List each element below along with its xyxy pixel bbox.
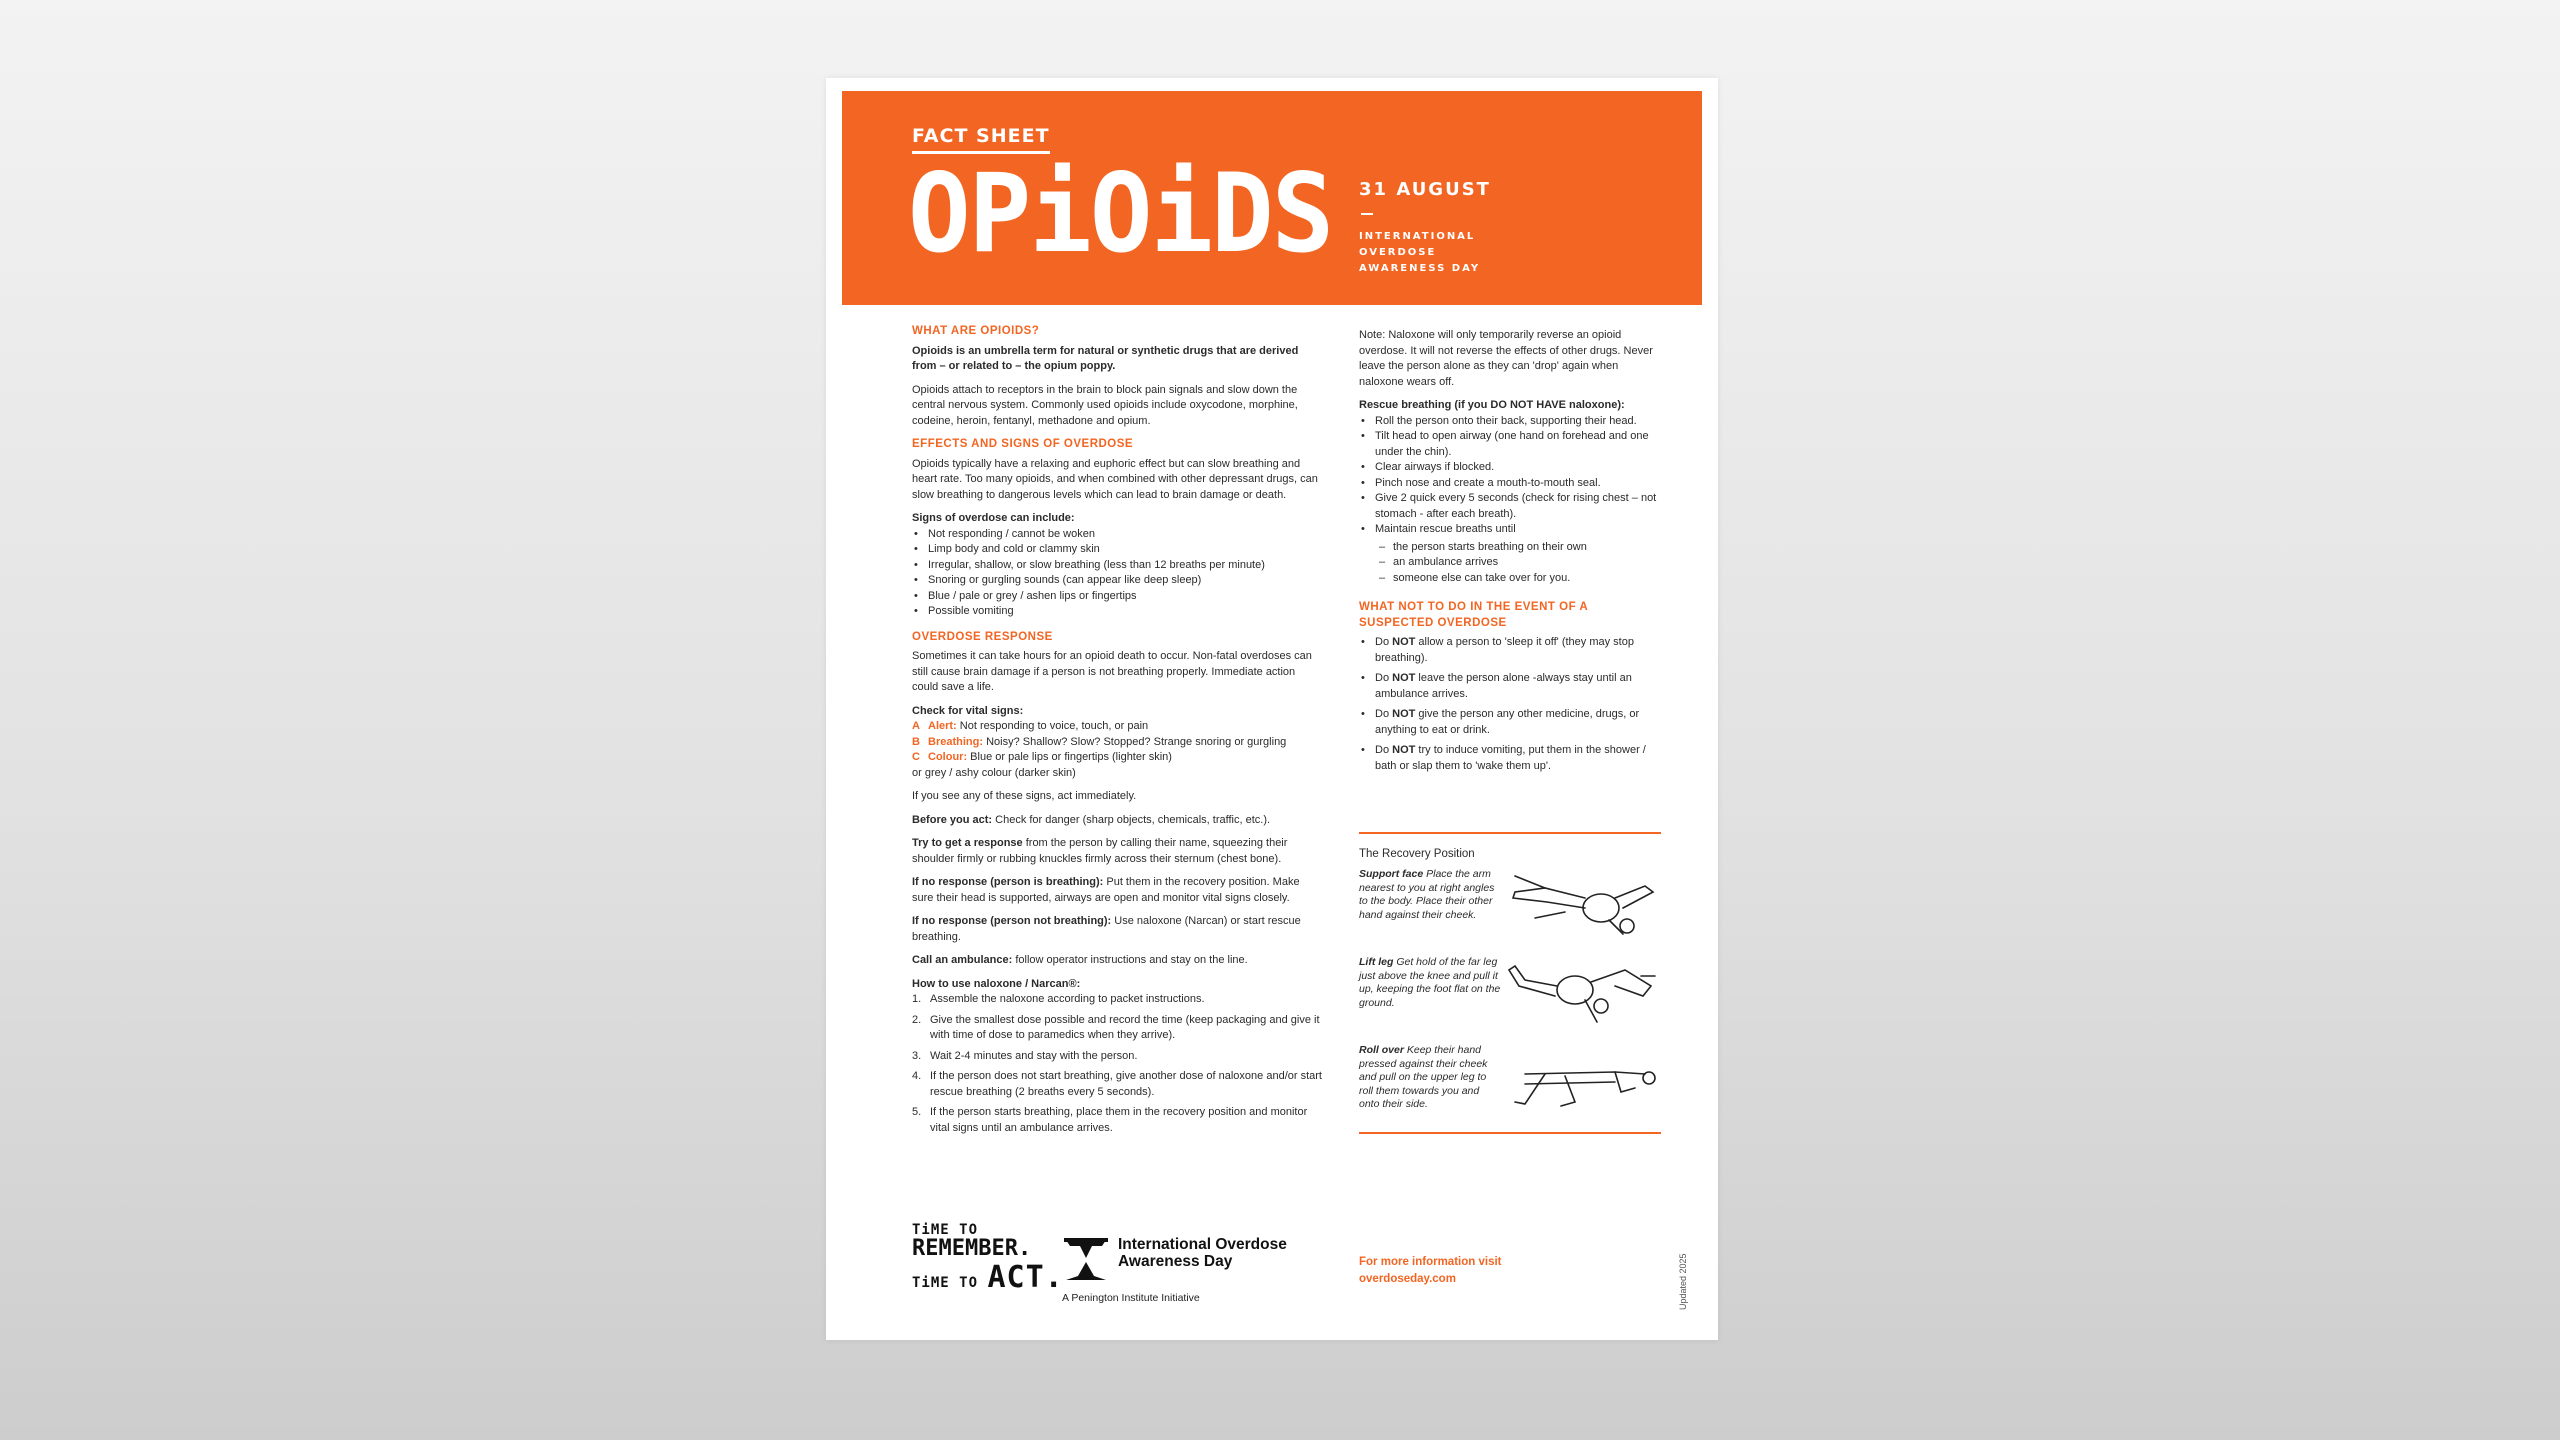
divider — [1359, 1132, 1661, 1134]
abc-item: A Alert: Not responding to voice, touch, or pain — [912, 720, 1149, 732]
abc-item: B Breathing: Noisy? Shallow? Slow? Stopped? Strange snoring or gurgling — [912, 735, 1287, 748]
recovery-support-face-icon — [1505, 868, 1661, 944]
abc-item: C Colour: Blue or pale lips or fingertips (lighter skin) — [912, 751, 1172, 763]
right-column — [1359, 328, 1659, 784]
not-do-list — [1359, 635, 1659, 774]
organisation-logo — [1062, 1236, 1287, 1304]
list-item: • Snoring or gurgling sounds (can appear like deep sleep) — [912, 573, 1324, 589]
before-act: Before you act: Check for danger (sharp objects, chemicals, traffic, etc.). — [912, 813, 1271, 826]
recovery-lift-leg-icon — [1505, 956, 1661, 1032]
event-date: 31 AUGUST — [1359, 179, 1491, 200]
header-banner — [842, 91, 1702, 305]
organisation-subtitle: A Penington Institute Initiative — [1062, 1292, 1200, 1304]
section-heading-response: OVERDOSE RESPONSE — [912, 630, 1053, 643]
what-body: Opioids attach to receptors in the brain to block pain signals and slow down the central nervous system. Commonly used opioids include oxycodone, morphine, codeine, heroin, fentanyl, methadone and opium. — [912, 383, 1298, 427]
recovery-title: The Recovery Position — [1359, 848, 1475, 860]
fact-sheet-page — [826, 78, 1718, 1340]
effects-body: Opioids typically have a relaxing and euphoric effect but can slow breathing and heart rate. Too many opioids, and when combined with other depressant drugs, can slow breathing to dangerous levels which can lead to brain damage or death. — [912, 457, 1318, 501]
vital-signs-label: Check for vital signs: — [912, 704, 1024, 717]
event-name: INTERNATIONAL OVERDOSE AWARENESS DAY — [1359, 231, 1481, 274]
list-item: • Pinch nose and create a mouth-to-mouth seal. — [1359, 476, 1659, 492]
recovery-step: Support face Place the arm nearest to you at right angles to the body. Place their other hand against their cheek. — [1359, 868, 1661, 948]
list-item: • Give 2 quick every 5 seconds (check for rising chest – not stomach - after each breath). — [1359, 491, 1659, 522]
list-item: • Clear airways if blocked. — [1359, 460, 1659, 476]
naloxone-note: Note: Naloxone will only temporarily reverse an opioid overdose. It will not reverse the effects of other drugs. Never leave the person alone as they can 'drop' again when naloxone wears off. — [1359, 329, 1653, 388]
campaign-logo: TiME TO REMEMBER. TiME TO ACT. — [912, 1222, 1064, 1295]
date-divider — [1361, 213, 1373, 215]
iod-logo-icon — [1062, 1236, 1110, 1284]
list-item: • Tilt head to open airway (one hand on forehead and one under the chin). — [1359, 429, 1659, 460]
recovery-step: Lift leg Get hold of the far leg just above the knee and pull it up, keeping the foot flat on the ground. — [1359, 956, 1661, 1036]
list-item: 1. Assemble the naloxone according to packet instructions. — [912, 993, 1205, 1005]
updated-note: Updated 2025 — [1678, 1253, 1688, 1310]
recovery-position-box — [1359, 832, 1661, 1134]
list-item: – the person starts breathing on their own — [1377, 540, 1659, 556]
list-item: – an ambulance arrives — [1377, 555, 1659, 571]
list-item: – someone else can take over for you. — [1377, 571, 1659, 587]
section-heading-effects: EFFECTS AND SIGNS OF OVERDOSE — [912, 438, 1134, 450]
list-item: • Do NOT allow a person to 'sleep it off' (they may stop breathing). — [1359, 635, 1659, 666]
signs-list — [912, 527, 1324, 620]
response-body: Sometimes it can take hours for an opioid death to occur. Non-fatal overdoses can still cause brain damage if a person is not breathing properly. Immediate action could save a life. — [912, 650, 1312, 693]
naloxone-steps — [912, 992, 1324, 1136]
call-ambulance: Call an ambulance: follow operator instructions and stay on the line. — [912, 954, 1248, 966]
list-item: • Do NOT try to induce vomiting, put them in the shower / bath or slap them to 'wake them up'. — [1359, 743, 1659, 774]
rescue-breathing-label: Rescue breathing (if you DO NOT HAVE naloxone): — [1359, 399, 1625, 411]
rescue-steps — [1359, 414, 1659, 538]
organisation-name: International Overdose Awareness Day — [1118, 1236, 1287, 1270]
no-response-not-breathing: If no response (person not breathing): Use naloxone (Narcan) or start rescue breathing. — [912, 915, 1301, 943]
abc-checklist — [912, 719, 1324, 781]
divider — [1359, 832, 1661, 834]
list-item: • Not responding / cannot be woken — [912, 527, 1324, 543]
try-response: Try to get a response from the person by calling their name, squeezing their shoulder firmly or rubbing knuckles firmly across their sternum (chest bone). — [912, 837, 1288, 865]
list-item: • Possible vomiting — [912, 604, 1324, 620]
list-item: • Maintain rescue breaths until — [1359, 522, 1659, 538]
website-link[interactable]: overdoseday.com — [1359, 1273, 1456, 1285]
left-column — [912, 324, 1324, 1144]
list-item: 3. Wait 2-4 minutes and stay with the person. — [912, 1049, 1138, 1062]
list-item: • Irregular, shallow, or slow breathing (less than 12 breaths per minute) — [912, 558, 1324, 574]
list-item: • Limp body and cold or clammy skin — [912, 542, 1324, 558]
list-item: • Do NOT leave the person alone -always stay until an ambulance arrives. — [1359, 671, 1659, 702]
list-item: 5. If the person starts breathing, place them in the recovery position and monitor vital signs until an ambulance arrives. — [912, 1106, 1308, 1134]
what-lead: Opioids is an umbrella term for natural or synthetic drugs that are derived from – or related to – the opium poppy. — [912, 344, 1299, 372]
abc-continuation: or grey / ashy colour (darker skin) — [912, 766, 1076, 779]
act-now-text: If you see any of these signs, act immediately. — [912, 790, 1137, 802]
list-item: • Roll the person onto their back, supporting their head. — [1359, 414, 1659, 430]
naloxone-label: How to use naloxone / Narcan®: — [912, 977, 1081, 990]
signs-label: Signs of overdose can include: — [912, 512, 1075, 524]
list-item: • Blue / pale or grey / ashen lips or fingertips — [912, 589, 1324, 605]
kicker-label: FACT SHEET — [912, 125, 1050, 154]
recovery-roll-over-icon — [1505, 1044, 1661, 1120]
list-item: 4. If the person does not start breathing, give another dose of naloxone and/or start rescue breathing (2 breaths every 5 seconds). — [912, 1070, 1322, 1098]
rescue-until-list — [1377, 540, 1659, 587]
no-response-breathing: If no response (person is breathing): Put them in the recovery position. Make sure their head is supported, airways are open and monitor vital signs closely. — [912, 876, 1300, 904]
list-item: 2. Give the smallest dose possible and record the time (keep packaging and give it with time of dose to paramedics when they arrive). — [912, 1013, 1320, 1041]
section-heading-not-do: WHAT NOT TO DO IN THE EVENT OF A SUSPECTED OVERDOSE — [1359, 601, 1588, 629]
list-item: • Do NOT give the person any other medicine, drugs, or anything to eat or drink. — [1359, 707, 1659, 738]
page-title: OPiOiDS — [908, 148, 1333, 278]
section-heading-what: WHAT ARE OPIOIDS? — [912, 325, 1040, 337]
recovery-step: Roll over Keep their hand pressed against their cheek and pull on the upper leg to roll them towards you and onto their side. — [1359, 1044, 1661, 1124]
more-info: For more information visit overdoseday.com — [1359, 1254, 1502, 1288]
